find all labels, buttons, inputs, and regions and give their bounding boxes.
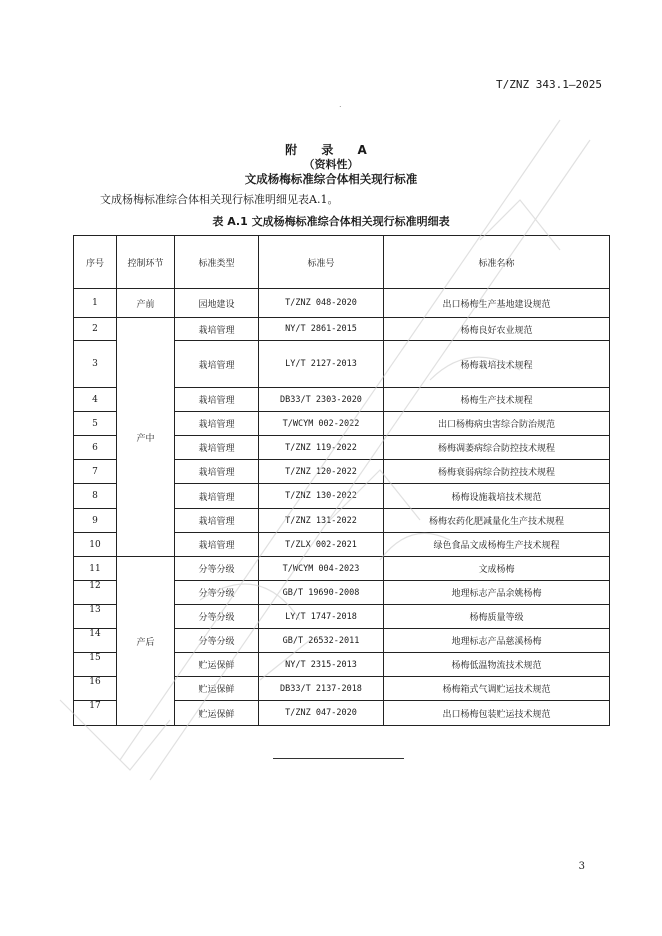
- page-number: 3: [578, 861, 585, 872]
- header-no: 序号: [74, 236, 117, 289]
- row-no-text: 16: [89, 676, 101, 687]
- row-name: 杨梅凋萎病综合防控技术规程: [384, 436, 610, 460]
- row-code: LY/T 2127-2013: [259, 341, 384, 388]
- row-no: 4: [74, 388, 117, 412]
- row-name: 杨梅质量等级: [384, 605, 610, 629]
- table-row: [74, 557, 610, 581]
- row-no: [74, 677, 117, 701]
- row-name: 绿色食品文成杨梅生产技术规程: [384, 533, 610, 557]
- row-no: 11: [74, 557, 117, 581]
- row-no: [74, 629, 117, 653]
- row-no: [74, 605, 117, 629]
- row-no: [74, 581, 117, 605]
- table-header-row: [74, 236, 610, 289]
- row-type: 贮运保鲜: [175, 653, 259, 677]
- row-code: GB/T 19690-2008: [259, 581, 384, 605]
- row-code: NY/T 2861-2015: [259, 318, 384, 341]
- row-name: 杨梅衰弱病综合防控技术规程: [384, 460, 610, 484]
- row-type: 栽培管理: [175, 533, 259, 557]
- row-no: [74, 701, 117, 726]
- row-name: 杨梅箱式气调贮运技术规范: [384, 677, 610, 701]
- row-type: 栽培管理: [175, 509, 259, 533]
- row-no: 5: [74, 412, 117, 436]
- row-code: T/ZNZ 130-2022: [259, 484, 384, 509]
- row-type: 栽培管理: [175, 436, 259, 460]
- row-no: 6: [74, 436, 117, 460]
- row-code: T/ZNZ 119-2022: [259, 436, 384, 460]
- row-no: 10: [74, 533, 117, 557]
- header-stage: 控制环节: [117, 236, 175, 289]
- center-dot: .: [339, 100, 342, 109]
- row-type: 贮运保鲜: [175, 701, 259, 726]
- row-no-text: 12: [89, 580, 101, 591]
- row-no: 3: [74, 341, 117, 388]
- row-code: LY/T 1747-2018: [259, 605, 384, 629]
- row-name: 地理标志产品余姚杨梅: [384, 581, 610, 605]
- appendix-title: 附 录 A: [285, 143, 377, 157]
- row-no-text: 13: [89, 604, 101, 615]
- row-no-text: 17: [89, 701, 101, 711]
- header-type: 标准类型: [175, 236, 259, 289]
- row-name: 出口杨梅包装贮运技术规范: [384, 701, 610, 726]
- row-code: T/ZNZ 047-2020: [259, 701, 384, 726]
- stage-cell: 产中: [117, 318, 175, 557]
- row-type: 分等分级: [175, 605, 259, 629]
- intro-paragraph: 文成杨梅标准综合体相关现行标准明细见表A.1。: [100, 193, 339, 206]
- row-type: 分等分级: [175, 557, 259, 581]
- appendix-heading: 文成杨梅标准综合体相关现行标准: [244, 172, 418, 186]
- row-no: 9: [74, 509, 117, 533]
- row-type: 栽培管理: [175, 484, 259, 509]
- row-code: T/WCYM 002-2022: [259, 412, 384, 436]
- row-code: T/WCYM 004-2023: [259, 557, 384, 581]
- row-code: NY/T 2315-2013: [259, 653, 384, 677]
- row-type: 分等分级: [175, 629, 259, 653]
- table-row: [74, 318, 610, 341]
- row-code: GB/T 26532-2011: [259, 629, 384, 653]
- table-caption: 表 A.1 文成杨梅标准综合体相关现行标准明细表: [212, 215, 450, 228]
- table-row: [74, 289, 610, 318]
- row-name: 杨梅低温物流技术规范: [384, 653, 610, 677]
- row-no: 8: [74, 484, 117, 509]
- row-name: 出口杨梅病虫害综合防治规范: [384, 412, 610, 436]
- row-code: T/ZLX 002-2021: [259, 533, 384, 557]
- row-code: T/ZNZ 131-2022: [259, 509, 384, 533]
- stage-cell: 产前: [117, 289, 175, 318]
- header-code: 标准号: [259, 236, 384, 289]
- end-rule: [273, 758, 404, 759]
- row-name: 杨梅良好农业规范: [384, 318, 610, 341]
- row-name: 杨梅栽培技术规程: [384, 341, 610, 388]
- row-no: 1: [74, 289, 117, 318]
- row-type: 贮运保鲜: [175, 677, 259, 701]
- standard-code: T/ZNZ 343.1—2025: [496, 78, 602, 91]
- row-no: [74, 653, 117, 677]
- row-name: 杨梅农药化肥减量化生产技术规程: [384, 509, 610, 533]
- row-no-text: 15: [89, 652, 101, 663]
- row-no-text: 14: [89, 628, 101, 639]
- row-code: T/ZNZ 120-2022: [259, 460, 384, 484]
- appendix-nature: （资料性）: [303, 158, 359, 171]
- row-name: 出口杨梅生产基地建设规范: [384, 289, 610, 318]
- standards-table: [73, 235, 610, 726]
- stage-cell: 产后: [117, 557, 175, 726]
- row-name: 杨梅设施栽培技术规范: [384, 484, 610, 509]
- row-type: 栽培管理: [175, 388, 259, 412]
- row-type: 分等分级: [175, 581, 259, 605]
- row-type: 栽培管理: [175, 341, 259, 388]
- row-type: 栽培管理: [175, 412, 259, 436]
- row-name: 杨梅生产技术规程: [384, 388, 610, 412]
- row-type: 园地建设: [175, 289, 259, 318]
- header-name: 标准名称: [384, 236, 610, 289]
- row-name: 地理标志产品慈溪杨梅: [384, 629, 610, 653]
- row-code: DB33/T 2303-2020: [259, 388, 384, 412]
- row-code: DB33/T 2137-2018: [259, 677, 384, 701]
- row-code: T/ZNZ 048-2020: [259, 289, 384, 318]
- row-no: 2: [74, 318, 117, 341]
- row-type: 栽培管理: [175, 460, 259, 484]
- row-type: 栽培管理: [175, 318, 259, 341]
- row-name: 文成杨梅: [384, 557, 610, 581]
- row-no: 7: [74, 460, 117, 484]
